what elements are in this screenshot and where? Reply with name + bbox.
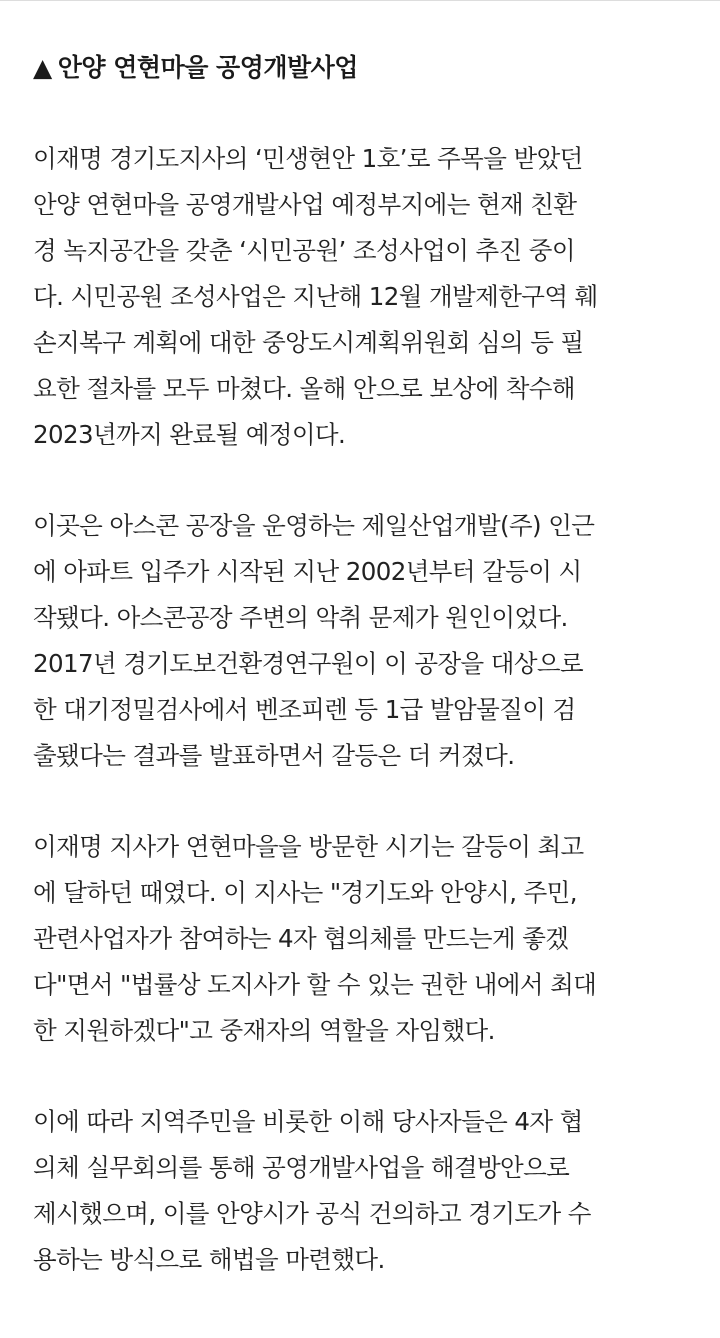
text-line: 이곳은 아스콘 공장을 운영하는 제일산업개발(주) 인근 bbox=[33, 511, 595, 540]
text-line: 에 아파트 입주가 시작된 지난 2002년부터 갈등이 시 bbox=[33, 557, 582, 586]
text-line: 한 대기정밀검사에서 벤조피렌 등 1급 발암물질이 검 bbox=[33, 695, 576, 724]
triangle-up-icon: ▲ bbox=[33, 53, 52, 82]
text-line: 2017년 경기도보건환경연구원이 이 공장을 대상으로 bbox=[33, 649, 584, 678]
text-line: 제시했으며, 이를 안양시가 공식 건의하고 경기도가 수 bbox=[33, 1199, 591, 1228]
text-line: 작됐다. 아스콘공장 주변의 악취 문제가 원인이었다. bbox=[33, 603, 568, 632]
text-line: 이재명 지사가 연현마을을 방문한 시기는 갈등이 최고 bbox=[33, 832, 584, 861]
subheading-text: 안양 연현마을 공영개발사업 bbox=[57, 53, 358, 82]
section-subheading bbox=[33, 46, 693, 90]
text-line: 손지복구 계획에 대한 중앙도시계획위원회 심의 등 필 bbox=[33, 328, 584, 357]
text-line: 에 달하던 때였다. 이 지사는 "경기도와 안양시, 주민, bbox=[33, 878, 577, 907]
text-line: 2023년까지 완료될 예정이다. bbox=[33, 420, 346, 449]
paragraph bbox=[33, 1099, 693, 1283]
text-line: 안양 연현마을 공영개발사업 예정부지에는 현재 친환 bbox=[33, 190, 577, 219]
top-divider bbox=[0, 0, 720, 1]
text-line: 경 녹지공간을 갖춘 ‘시민공원’ 조성사업이 추진 중이 bbox=[33, 236, 575, 265]
text-line: 요한 절차를 모두 마쳤다. 올해 안으로 보상에 착수해 bbox=[33, 374, 575, 403]
paragraph bbox=[33, 503, 693, 779]
text-line: 관련사업자가 참여하는 4자 협의체를 만드는게 좋겠 bbox=[33, 924, 569, 953]
text-line: 다"면서 "법률상 도지사가 할 수 있는 권한 내에서 최대 bbox=[33, 970, 597, 999]
text-line: 이에 따라 지역주민을 비롯한 이해 당사자들은 4자 협 bbox=[33, 1107, 583, 1136]
article-text bbox=[33, 136, 693, 1283]
text-line: 한 지원하겠다"고 중재자의 역할을 자임했다. bbox=[33, 1016, 495, 1045]
article-body bbox=[33, 46, 693, 1328]
text-line: 용하는 방식으로 해법을 마련했다. bbox=[33, 1245, 385, 1274]
text-line: 의체 실무회의를 통해 공영개발사업을 해결방안으로 bbox=[33, 1153, 570, 1182]
paragraph bbox=[33, 824, 693, 1054]
text-line: 다. 시민공원 조성사업은 지난해 12월 개발제한구역 훼 bbox=[33, 282, 598, 311]
paragraph bbox=[33, 136, 693, 458]
text-line: 이재명 경기도지사의 ‘민생현안 1호’로 주목을 받았던 bbox=[33, 144, 583, 173]
text-line: 출됐다는 결과를 발표하면서 갈등은 더 커졌다. bbox=[33, 741, 515, 770]
